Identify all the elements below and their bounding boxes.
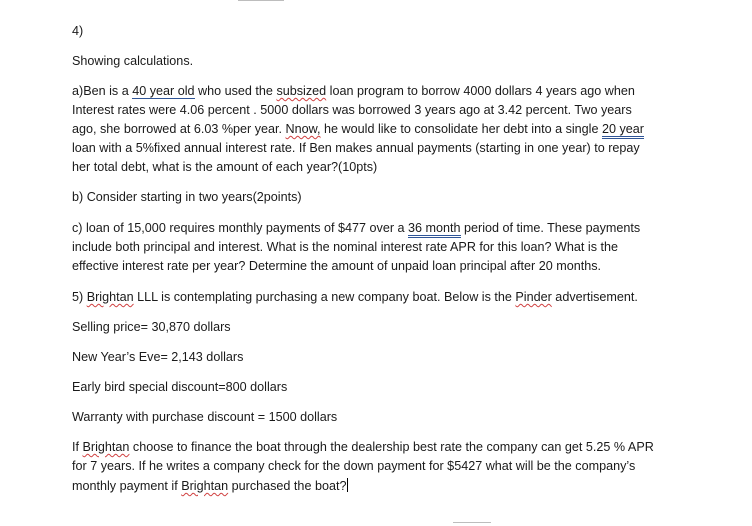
intro-line: Showing calculations. — [72, 54, 194, 68]
part-c-line-3: effective interest rate per year? Determine the amount of unpaid loan principal after 20 months. — [72, 259, 602, 273]
period-underlined: 36 month — [408, 221, 461, 238]
part-a-line-4: loan with a 5%fixed annual interest rate. If Ben makes annual payments (starting in one year) to repay — [72, 141, 640, 155]
new-years-line: New Year’s Eve= 2,143 dollars — [72, 350, 244, 364]
spelling-error: Pinder — [515, 290, 552, 304]
part-b-line: b) Consider starting in two years(2points) — [72, 190, 302, 204]
part-a-line-1: a)Ben is a 40 year old who used the subsized loan program to borrow 4000 dollars 4 years ago when — [72, 84, 635, 98]
part-c-line-1: c) loan of 15,000 requires monthly payments of $477 over a 36 month period of time. These payments — [72, 221, 640, 235]
question-number: 4) — [72, 24, 84, 38]
page-top-rule — [238, 0, 284, 1]
q5-line-1: 5) Brightan LLL is contemplating purchasing a new company boat. Below is the Pinder advertisement. — [72, 290, 638, 304]
age-underlined: 40 year old — [132, 84, 195, 98]
spelling-error: Nnow, — [285, 122, 321, 136]
finance-line-3: monthly payment if Brightan purchased the boat? — [72, 479, 347, 493]
page-bottom-rule — [453, 522, 491, 523]
spelling-error: Brightan — [181, 479, 229, 493]
finance-line-1: If Brightan choose to finance the boat through the dealership best rate the company can get 5.25 % APR — [72, 440, 654, 454]
finance-line-2: for 7 years. If he writes a company check for the down payment for $5427 what will be the company’s — [72, 459, 636, 473]
warranty-line: Warranty with purchase discount = 1500 dollars — [72, 410, 338, 424]
term-underlined: 20 year — [602, 122, 644, 139]
selling-price-line: Selling price= 30,870 dollars — [72, 320, 231, 334]
spelling-error: Brightan — [82, 440, 130, 454]
early-bird-line: Early bird special discount=800 dollars — [72, 380, 288, 394]
part-a-line-5: her total debt, what is the amount of each year?(10pts) — [72, 160, 378, 174]
text-cursor — [347, 478, 348, 492]
part-a-line-2: Interest rates were 4.06 percent . 5000 dollars was borrowed 3 years ago at 3.42 percent. Two years — [72, 103, 632, 117]
spelling-error: subsized — [276, 84, 327, 98]
spelling-error: Brightan — [86, 290, 134, 304]
part-a-line-3: ago, she borrowed at 6.03 %per year. Nnow, he would like to consolidate her debt into a single 20 year — [72, 122, 644, 136]
part-c-line-2: include both principal and interest. What is the nominal interest rate APR for this loan? What is the — [72, 240, 619, 254]
